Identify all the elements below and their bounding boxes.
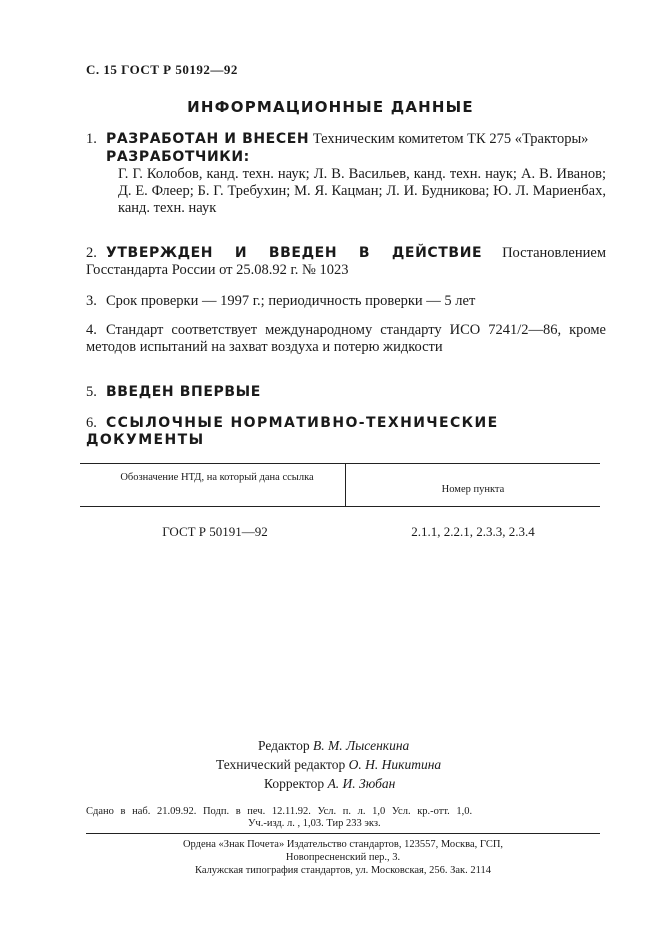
corrector-label: Корректор bbox=[264, 776, 325, 791]
section-3-number: 3. bbox=[86, 293, 97, 309]
editor-label: Редактор bbox=[258, 738, 310, 753]
table-top-rule bbox=[80, 463, 600, 464]
table-cell-document: ГОСТ Р 50191—92 bbox=[162, 524, 268, 539]
imprint-block bbox=[86, 806, 606, 830]
section-2-lead: УТВЕРЖДЕН И ВВЕДЕН В ДЕЙСТВИЕ bbox=[106, 245, 483, 261]
section-1-number: 1. bbox=[86, 131, 97, 147]
section-4-text: Стандарт соответствует международному стандарту ИСО 7241/2—86, кроме методов испытаний на захват воздуха и потерю жидкости bbox=[86, 322, 606, 355]
section-5-lead: ВВЕДЕН ВПЕРВЫЕ bbox=[106, 384, 261, 400]
corrector-name: А. И. Зюбан bbox=[327, 776, 396, 791]
section-6 bbox=[86, 415, 601, 449]
section-4-number: 4. bbox=[86, 322, 97, 338]
developers-list: Г. Г. Колобов, канд. техн. наук; Л. В. Васильев, канд. техн. наук; А. В. Иванов; Д. Е. Флеер; Б. Г. Требухин; М. Я. Кацман; Л. И. Будникова; Ю. Л. Мариенбах, канд. техн. наук bbox=[118, 166, 606, 216]
section-6-lead: ССЫЛОЧНЫЕ НОРМАТИВНО-ТЕХНИЧЕСКИЕ ДОКУМЕНТЫ bbox=[86, 415, 499, 448]
printer-line: Калужская типография стандартов, ул. Московская, 256. Зак. 2114 bbox=[194, 865, 492, 876]
section-5-number: 5. bbox=[86, 384, 97, 400]
table-header-document: Обозначение НТД, на который дана ссылка bbox=[120, 472, 314, 483]
section-2-number: 2. bbox=[86, 245, 97, 261]
section-6-number: 6. bbox=[86, 415, 97, 431]
publisher-line-1: Ордена «Знак Почета» Издательство стандартов, 123557, Москва, ГСП, bbox=[182, 839, 504, 850]
section-3-text: Срок проверки — 1997 г.; периодичность проверки — 5 лет bbox=[106, 293, 476, 309]
section-1-text: Техническим комитетом ТК 275 «Тракторы» bbox=[312, 131, 589, 147]
section-2 bbox=[86, 245, 606, 279]
editor-name: В. М. Лысенкина bbox=[312, 738, 410, 753]
tech-editor-name: О. Н. Никитина bbox=[348, 757, 442, 772]
imprint-line-2: Уч.-изд. л. , 1,03. Тир 233 экз. bbox=[248, 818, 381, 829]
developers-label: РАЗРАБОТЧИКИ: bbox=[106, 149, 250, 165]
table-cell-clause: 2.1.1, 2.2.1, 2.3.3, 2.3.4 bbox=[411, 524, 535, 539]
publisher-line-2: Новопресненский пер., 3. bbox=[285, 852, 401, 863]
imprint-rule bbox=[86, 833, 600, 834]
section-2-text: Постановлением Госстандарта России от 25.08.92 г. № 1023 bbox=[86, 245, 606, 278]
editors-block bbox=[216, 736, 442, 793]
section-3 bbox=[86, 293, 606, 310]
imprint-line-1: Сдано в наб. 21.09.92. Подп. в печ. 12.11.92. Усл. п. л. 1,0 Усл. кр.-отт. 1,0. bbox=[86, 806, 473, 817]
section-1 bbox=[86, 131, 606, 217]
section-5 bbox=[86, 384, 606, 401]
section-1-lead: РАЗРАБОТАН И ВНЕСЕН bbox=[106, 131, 310, 147]
page-header: С. 15 ГОСТ Р 50192—92 bbox=[86, 62, 238, 77]
section-4 bbox=[86, 322, 606, 356]
tech-editor-label: Технический редактор bbox=[216, 757, 346, 772]
table-header-rule bbox=[80, 506, 600, 507]
page-title: ИНФОРМАЦИОННЫЕ ДАННЫЕ bbox=[187, 98, 474, 116]
table-header-clause: Номер пункта bbox=[441, 484, 505, 495]
